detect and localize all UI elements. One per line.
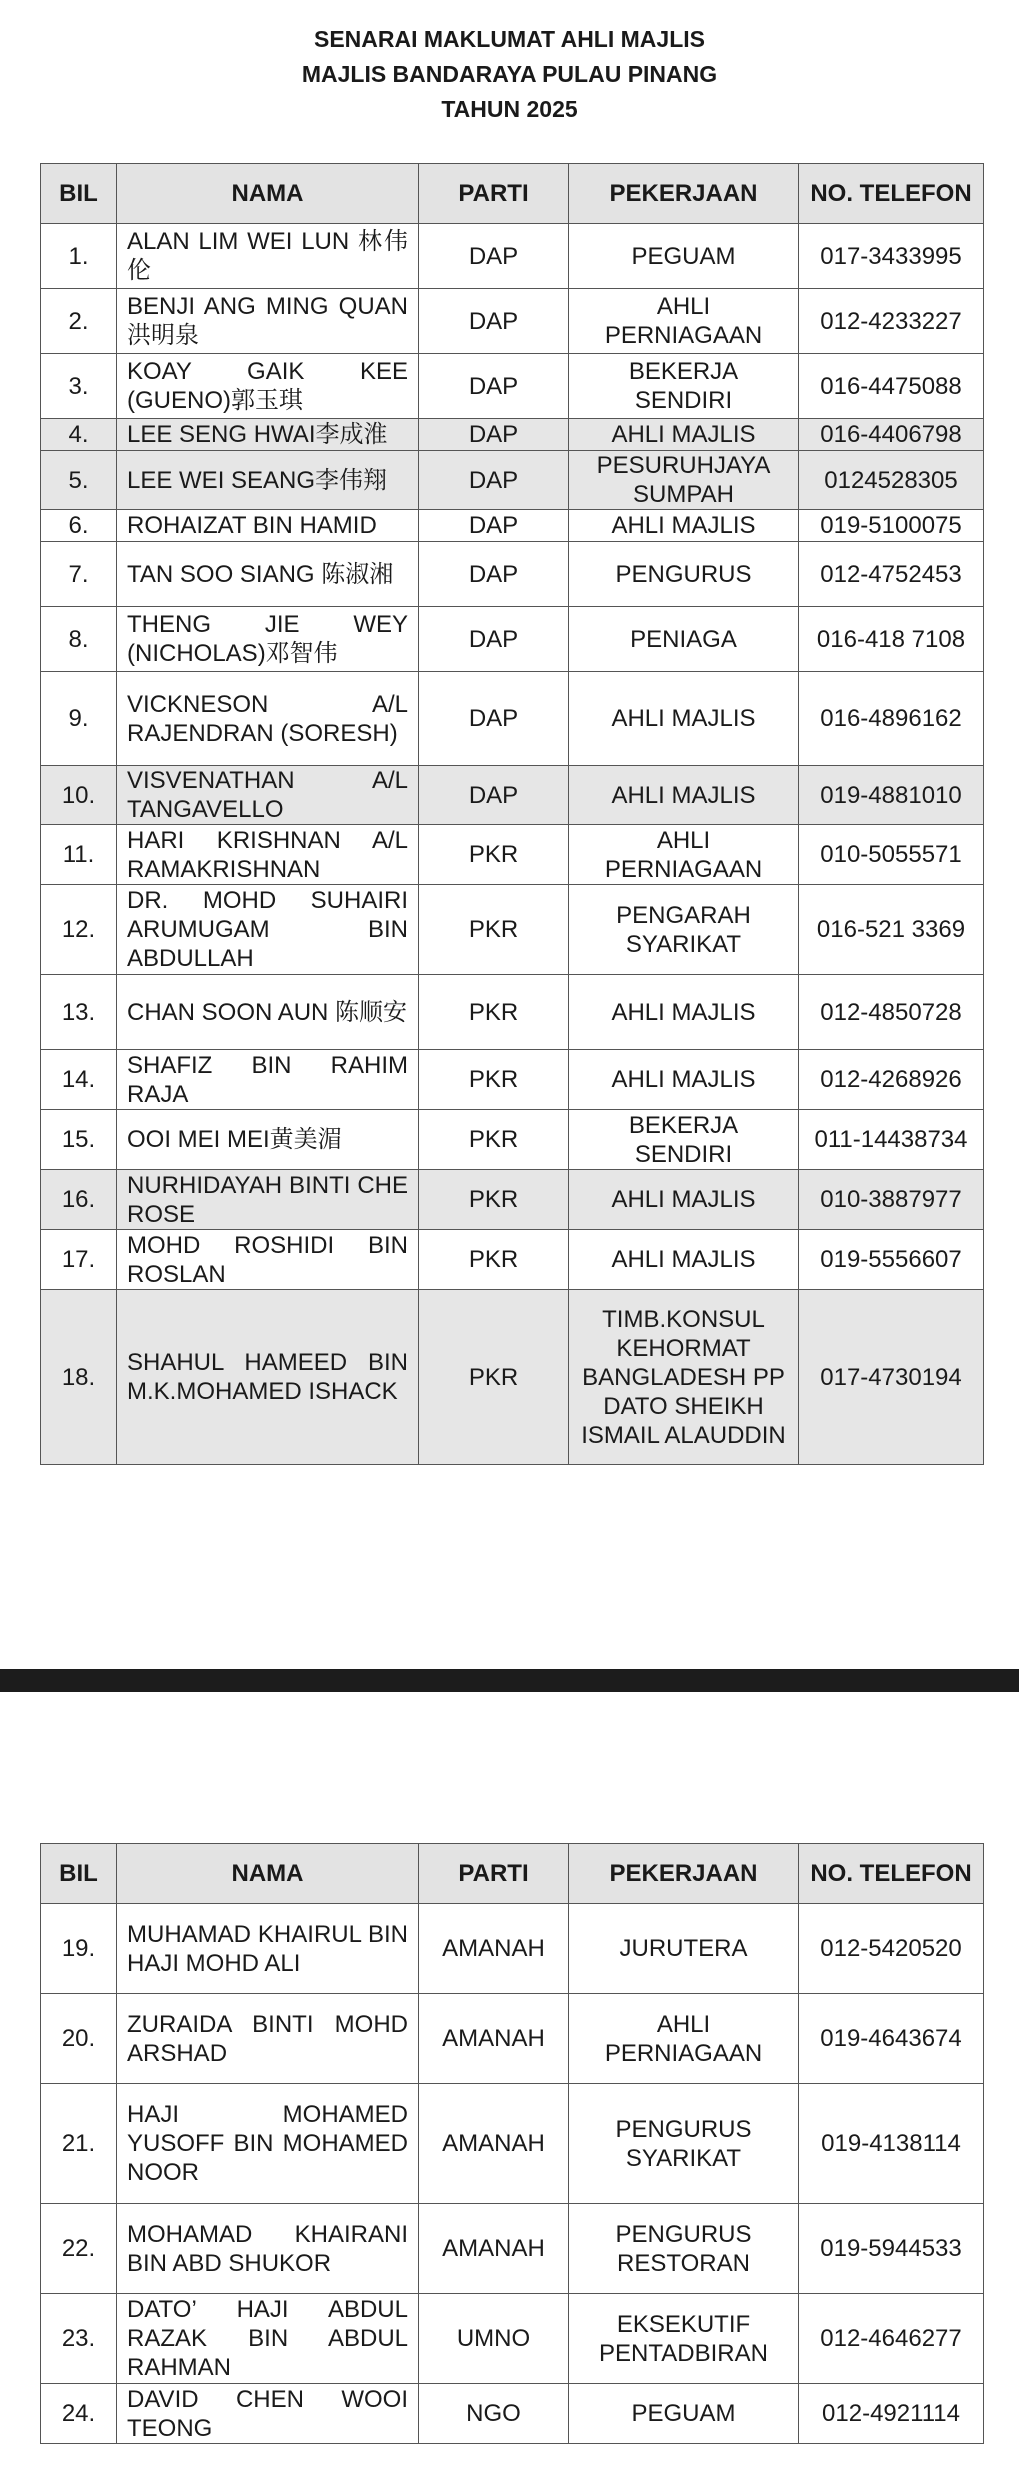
table-row [41, 542, 984, 607]
cell-pekerjaan: PEGUAM [569, 2384, 799, 2444]
cell-bil: 17. [41, 1230, 117, 1290]
header-bil: BIL [41, 1844, 117, 1904]
cell-nama: DAVID CHEN WOOI TEONG [117, 2384, 419, 2444]
header-pekerjaan: PEKERJAAN [569, 1844, 799, 1904]
members-table-page-2 [40, 1843, 984, 2444]
cell-parti: PKR [419, 1230, 569, 1290]
cell-bil: 1. [41, 224, 117, 289]
cell-telefon: 016-521 3369 [799, 885, 984, 975]
table-row [41, 1290, 984, 1465]
cell-telefon: 011-14438734 [799, 1110, 984, 1170]
cell-nama: HAJI MOHAMED YUSOFF BIN MOHAMED NOOR [117, 2084, 419, 2204]
cell-telefon: 016-418 7108 [799, 607, 984, 672]
cell-nama: MOHD ROSHIDI BIN ROSLAN [117, 1230, 419, 1290]
cell-bil: 11. [41, 825, 117, 885]
cell-bil: 6. [41, 510, 117, 542]
cell-telefon: 016-4475088 [799, 354, 984, 419]
cell-parti: DAP [419, 510, 569, 542]
cell-nama: MUHAMAD KHAIRUL BIN HAJI MOHD ALI [117, 1904, 419, 1994]
cell-bil: 3. [41, 354, 117, 419]
cell-bil: 4. [41, 419, 117, 451]
cell-pekerjaan: PEGUAM [569, 224, 799, 289]
cell-telefon: 019-5100075 [799, 510, 984, 542]
cell-bil: 12. [41, 885, 117, 975]
table-row [41, 672, 984, 766]
cell-bil: 16. [41, 1170, 117, 1230]
cell-pekerjaan: PENGARAH SYARIKAT [569, 885, 799, 975]
cell-pekerjaan: AHLI MAJLIS [569, 419, 799, 451]
cell-nama: SHAHUL HAMEED BIN M.K.MOHAMED ISHACK [117, 1290, 419, 1465]
cell-parti: DAP [419, 419, 569, 451]
table-row [41, 1994, 984, 2084]
header-parti: PARTI [419, 164, 569, 224]
cell-pekerjaan: JURUTERA [569, 1904, 799, 1994]
table-row [41, 1050, 984, 1110]
table-row [41, 2294, 984, 2384]
cell-nama: THENG JIE WEY (NICHOLAS)邓智伟 [117, 607, 419, 672]
table-row [41, 510, 984, 542]
cell-pekerjaan: AHLI PERNIAGAAN [569, 1994, 799, 2084]
title-line-3: TAHUN 2025 [441, 96, 578, 122]
table-row [41, 607, 984, 672]
cell-telefon: 019-4138114 [799, 2084, 984, 2204]
cell-bil: 19. [41, 1904, 117, 1994]
cell-parti: PKR [419, 1110, 569, 1170]
cell-parti: DAP [419, 542, 569, 607]
header-nama: NAMA [117, 1844, 419, 1904]
cell-parti: DAP [419, 766, 569, 825]
cell-telefon: 010-3887977 [799, 1170, 984, 1230]
cell-telefon: 012-4752453 [799, 542, 984, 607]
cell-parti: PKR [419, 1170, 569, 1230]
cell-bil: 20. [41, 1994, 117, 2084]
cell-parti: PKR [419, 885, 569, 975]
cell-telefon: 012-4268926 [799, 1050, 984, 1110]
cell-pekerjaan: TIMB.KONSUL KEHORMAT BANGLADESH PP DATO SHEIKH ISMAIL ALAUDDIN [569, 1290, 799, 1465]
table-row [41, 885, 984, 975]
cell-pekerjaan: AHLI MAJLIS [569, 672, 799, 766]
table-row [41, 825, 984, 885]
cell-telefon: 017-3433995 [799, 224, 984, 289]
cell-parti: AMANAH [419, 1994, 569, 2084]
table-header-row [41, 1844, 984, 1904]
header-parti: PARTI [419, 1844, 569, 1904]
cell-nama: VICKNESON A/L RAJENDRAN (SORESH) [117, 672, 419, 766]
cell-telefon: 019-5944533 [799, 2204, 984, 2294]
cell-bil: 15. [41, 1110, 117, 1170]
cell-parti: UMNO [419, 2294, 569, 2384]
table-row [41, 419, 984, 451]
cell-parti: DAP [419, 354, 569, 419]
cell-bil: 7. [41, 542, 117, 607]
table-row [41, 2084, 984, 2204]
cell-bil: 23. [41, 2294, 117, 2384]
cell-telefon: 0124528305 [799, 451, 984, 510]
cell-parti: DAP [419, 224, 569, 289]
cell-nama: DATO’ HAJI ABDUL RAZAK BIN ABDUL RAHMAN [117, 2294, 419, 2384]
cell-telefon: 017-4730194 [799, 1290, 984, 1465]
cell-nama: NURHIDAYAH BINTI CHE ROSE [117, 1170, 419, 1230]
cell-bil: 13. [41, 975, 117, 1050]
cell-pekerjaan: AHLI PERNIAGAAN [569, 289, 799, 354]
cell-bil: 22. [41, 2204, 117, 2294]
cell-nama: KOAY GAIK KEE (GUENO)郭玉琪 [117, 354, 419, 419]
cell-bil: 18. [41, 1290, 117, 1465]
cell-telefon: 012-4921114 [799, 2384, 984, 2444]
cell-parti: AMANAH [419, 2084, 569, 2204]
cell-pekerjaan: AHLI MAJLIS [569, 510, 799, 542]
cell-telefon: 010-5055571 [799, 825, 984, 885]
table-row [41, 224, 984, 289]
table-header-row [41, 164, 984, 224]
cell-nama: HARI KRISHNAN A/L RAMAKRISHNAN [117, 825, 419, 885]
table-row [41, 1230, 984, 1290]
cell-parti: NGO [419, 2384, 569, 2444]
cell-pekerjaan: BEKERJA SENDIRI [569, 1110, 799, 1170]
cell-bil: 2. [41, 289, 117, 354]
cell-parti: AMANAH [419, 2204, 569, 2294]
document-title [0, 22, 1019, 127]
cell-nama: LEE SENG HWAI李成淮 [117, 419, 419, 451]
cell-pekerjaan: EKSEKUTIF PENTADBIRAN [569, 2294, 799, 2384]
cell-pekerjaan: BEKERJA SENDIRI [569, 354, 799, 419]
cell-pekerjaan: AHLI MAJLIS [569, 766, 799, 825]
cell-parti: DAP [419, 451, 569, 510]
cell-pekerjaan: PENGURUS SYARIKAT [569, 2084, 799, 2204]
cell-nama: ROHAIZAT BIN HAMID [117, 510, 419, 542]
cell-parti: DAP [419, 289, 569, 354]
cell-bil: 14. [41, 1050, 117, 1110]
cell-telefon: 019-4881010 [799, 766, 984, 825]
cell-pekerjaan: PESURUHJAYA SUMPAH [569, 451, 799, 510]
cell-nama: SHAFIZ BIN RAHIM RAJA [117, 1050, 419, 1110]
cell-telefon: 012-4646277 [799, 2294, 984, 2384]
table-row [41, 2384, 984, 2444]
cell-telefon: 012-4850728 [799, 975, 984, 1050]
cell-nama: TAN SOO SIANG 陈淑湘 [117, 542, 419, 607]
cell-pekerjaan: AHLI MAJLIS [569, 1170, 799, 1230]
table-row [41, 766, 984, 825]
cell-nama: LEE WEI SEANG李伟翔 [117, 451, 419, 510]
cell-bil: 21. [41, 2084, 117, 2204]
table-row [41, 1904, 984, 1994]
cell-telefon: 019-4643674 [799, 1994, 984, 2084]
cell-parti: DAP [419, 672, 569, 766]
page-separator [0, 1669, 1019, 1692]
cell-pekerjaan: AHLI PERNIAGAAN [569, 825, 799, 885]
header-nama: NAMA [117, 164, 419, 224]
cell-pekerjaan: AHLI MAJLIS [569, 1230, 799, 1290]
cell-telefon: 019-5556607 [799, 1230, 984, 1290]
cell-telefon: 016-4406798 [799, 419, 984, 451]
table-row [41, 1170, 984, 1230]
cell-nama: CHAN SOON AUN 陈顺安 [117, 975, 419, 1050]
cell-pekerjaan: PENGURUS [569, 542, 799, 607]
header-bil: BIL [41, 164, 117, 224]
cell-telefon: 016-4896162 [799, 672, 984, 766]
header-telefon: NO. TELEFON [799, 164, 984, 224]
table-row [41, 2204, 984, 2294]
cell-nama: VISVENATHAN A/L TANGAVELLO [117, 766, 419, 825]
cell-nama: ALAN LIM WEI LUN 林伟伦 [117, 224, 419, 289]
cell-nama: BENJI ANG MING QUAN洪明泉 [117, 289, 419, 354]
cell-parti: PKR [419, 975, 569, 1050]
table-row [41, 289, 984, 354]
title-line-1: SENARAI MAKLUMAT AHLI MAJLIS [314, 26, 705, 52]
cell-bil: 9. [41, 672, 117, 766]
members-table-page-1 [40, 163, 984, 1465]
table-row [41, 354, 984, 419]
cell-parti: PKR [419, 1050, 569, 1110]
cell-nama: ZURAIDA BINTI MOHD ARSHAD [117, 1994, 419, 2084]
cell-pekerjaan: PENGURUS RESTORAN [569, 2204, 799, 2294]
cell-bil: 10. [41, 766, 117, 825]
cell-parti: PKR [419, 825, 569, 885]
cell-nama: OOI MEI MEI黄美湄 [117, 1110, 419, 1170]
table-row [41, 451, 984, 510]
cell-pekerjaan: AHLI MAJLIS [569, 975, 799, 1050]
cell-telefon: 012-4233227 [799, 289, 984, 354]
cell-pekerjaan: AHLI MAJLIS [569, 1050, 799, 1110]
table-row [41, 975, 984, 1050]
cell-bil: 8. [41, 607, 117, 672]
cell-parti: AMANAH [419, 1904, 569, 1994]
cell-telefon: 012-5420520 [799, 1904, 984, 1994]
cell-parti: PKR [419, 1290, 569, 1465]
table-row [41, 1110, 984, 1170]
cell-nama: DR. MOHD SUHAIRI ARUMUGAM BIN ABDULLAH [117, 885, 419, 975]
cell-nama: MOHAMAD KHAIRANI BIN ABD SHUKOR [117, 2204, 419, 2294]
title-line-2: MAJLIS BANDARAYA PULAU PINANG [301, 61, 718, 87]
header-telefon: NO. TELEFON [799, 1844, 984, 1904]
cell-bil: 24. [41, 2384, 117, 2444]
cell-bil: 5. [41, 451, 117, 510]
header-pekerjaan: PEKERJAAN [569, 164, 799, 224]
cell-parti: DAP [419, 607, 569, 672]
cell-pekerjaan: PENIAGA [569, 607, 799, 672]
